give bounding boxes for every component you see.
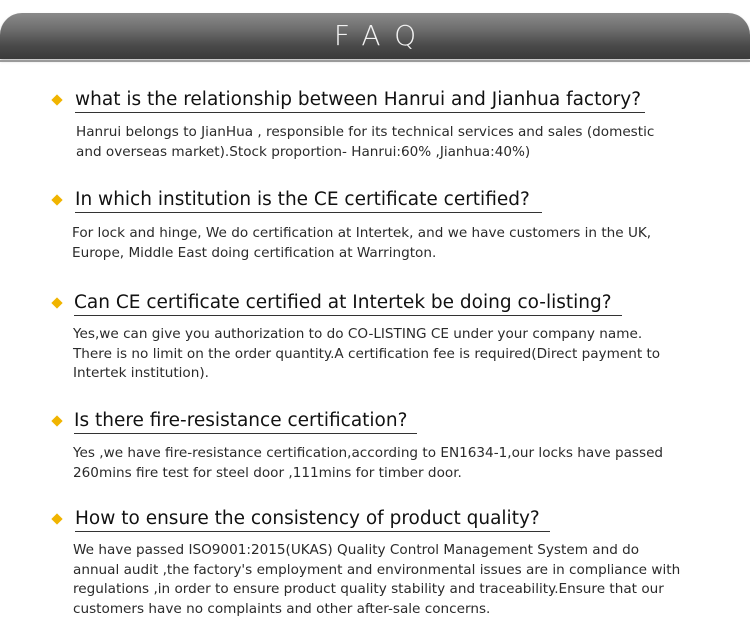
faq-question-row (0, 291, 750, 319)
diamond-bullet-icon (51, 94, 62, 105)
answer-line: Intertek institution). (73, 365, 209, 381)
answer-line: Hanrui belongs to JianHua , responsible for its technical services and sales (domestic (76, 124, 655, 140)
diamond-bullet-icon (51, 513, 62, 524)
faq-answer (76, 123, 654, 162)
faq-item-co-listing (0, 291, 750, 381)
answer-line: annual audit ,the factory's employment and environmental issues are in compliance with (73, 561, 681, 578)
faq-question: Can CE certificate certified at Intertek be doing co-listing? (74, 291, 622, 316)
faq-item-product-quality (0, 507, 750, 617)
faq-question: In which institution is the CE certificate certified? (75, 188, 542, 213)
faq-question: Is there fire-resistance certification? (74, 409, 417, 434)
faq-answer (72, 224, 651, 263)
answer-line: There is no limit on the order quantity.A certification fee is required(Direct payment to (73, 345, 661, 362)
diamond-bullet-icon (51, 194, 62, 205)
answer-line: 260mins fire test for steel door ,111mins for timber door. (73, 464, 462, 481)
answer-line: and overseas market).Stock proportion- Hanrui:60% ,Jianhua:40%) (76, 143, 531, 160)
diamond-bullet-icon (51, 415, 62, 426)
answer-line: Yes,we can give you authorization to do CO-LISTING CE under your company name. (73, 326, 643, 342)
answer-line: For lock and hinge, We do certification at Intertek, and we have customers in the UK, (72, 225, 652, 241)
faq-question-row (0, 409, 750, 437)
faq-question-row (0, 507, 750, 535)
faq-question: How to ensure the consistency of product quality? (75, 507, 550, 532)
faq-answer (73, 325, 660, 384)
answer-line: We have passed ISO9001:2015(UKAS) Quality Control Management System and do (73, 542, 640, 558)
faq-question-row (0, 88, 750, 116)
answer-line: Europe, Middle East doing certification at Warrington. (72, 244, 437, 261)
diamond-bullet-icon (51, 297, 62, 308)
faq-item-relationship (0, 88, 750, 160)
answer-line: regulations ,in order to ensure product quality stability and traceability.Ensure that our (73, 581, 664, 597)
faq-question-row (0, 188, 750, 216)
faq-header-banner (0, 13, 750, 59)
answer-line: customers have no complaints and other after-sale concerns. (73, 600, 491, 617)
page-title: FAQ (333, 19, 431, 52)
faq-question: what is the relationship between Hanrui and Jianhua factory? (75, 88, 645, 113)
answer-line: Yes ,we have fire-resistance certification,according to EN1634-1,our locks have passed (73, 445, 664, 461)
header-divider (0, 60, 750, 62)
faq-item-fire-resistance (0, 409, 750, 481)
faq-answer (73, 444, 663, 483)
faq-answer (73, 541, 680, 619)
faq-item-ce-institution (0, 188, 750, 261)
